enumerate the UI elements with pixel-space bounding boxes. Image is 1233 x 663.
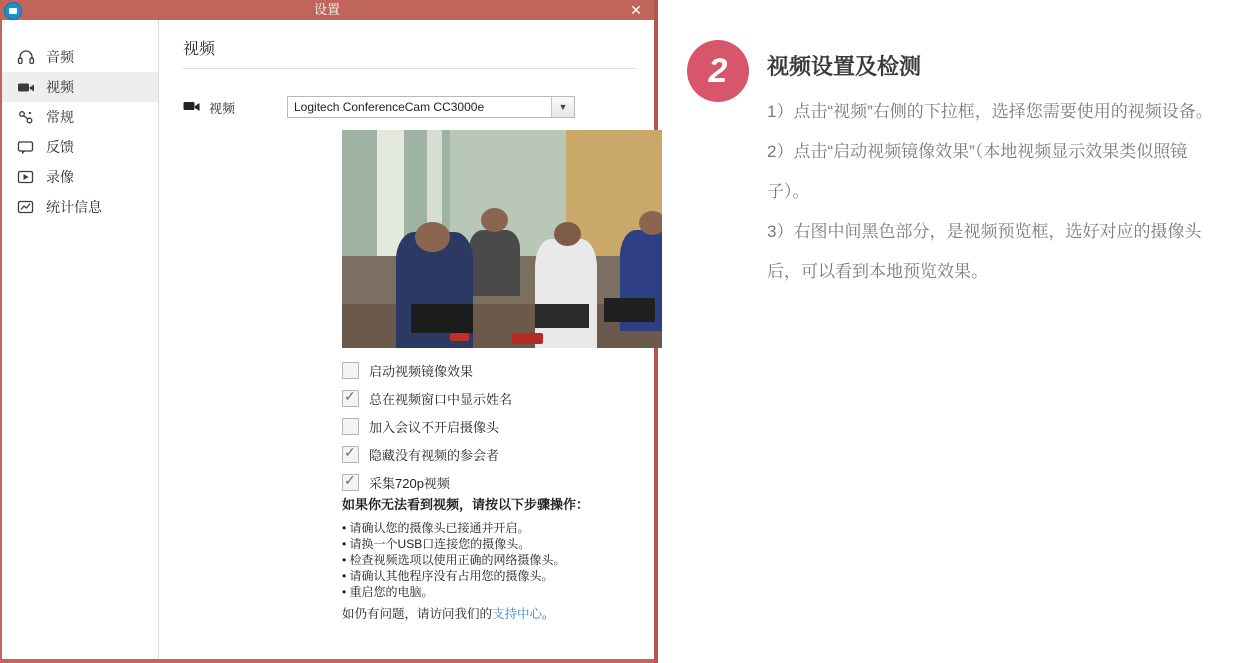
sidebar-item-label: 视频 [46,79,74,95]
app-logo-icon [4,2,22,20]
instruction-paragraph: 2）点击“启动视频镜像效果”（本地视频显示效果类似照镜子）。 [767,142,1188,201]
troubleshoot-title: 如果你无法看到视频，请按以下步骤操作： [342,497,590,512]
checkbox[interactable] [342,474,359,491]
instruction-paragraph: 1）点击“视频”右侧的下拉框，选择您需要使用的视频设备。 [767,102,1213,121]
support-center-link[interactable]: 支持中心 [492,607,543,621]
sidebar-item-feedback[interactable] [2,132,158,162]
option-label: 启动视频镜像效果 [369,363,474,379]
preview-curtain [377,130,404,256]
content-pane [159,20,654,659]
stats-icon [16,198,36,216]
list-item: • 检查视频选项以使用正确的网络摄像头。 [342,553,566,567]
checkbox[interactable] [342,418,359,435]
sidebar-item-recording[interactable] [2,162,158,192]
support-footer [342,604,555,622]
sidebar-item-label: 统计信息 [46,199,102,215]
instructions-panel [662,0,1233,663]
list-item: • 请换一个USB口连接您的摄像头。 [342,537,531,551]
sidebar-item-label: 录像 [46,169,74,185]
sidebar [2,20,159,659]
window-title-bar [0,0,654,20]
option-label: 隐藏没有视频的参会者 [369,447,500,463]
video-device-value: Logitech ConferenceCam CC3000e [294,100,485,114]
preview-person-head [554,222,581,246]
window-title: 设置 [313,2,340,17]
window-body [2,20,654,659]
video-device-label: 视频 [209,100,236,116]
option-label: 加入会议不开启摄像头 [369,419,500,435]
preview-object [512,333,543,344]
page-title: 视频 [183,41,216,58]
settings-icon [16,108,36,126]
option-label: 总在视频窗口中显示姓名 [369,391,513,407]
list-item: • 请确认其他程序没有占用您的摄像头。 [342,569,554,583]
instructions-title: 视频设置及检测 [767,54,922,79]
preview-laptop [604,298,654,322]
support-footer-suffix: 。 [542,607,555,621]
troubleshoot-list [342,520,566,600]
camera-icon [183,100,201,114]
preview-object [450,333,469,342]
preview-laptop [535,304,589,328]
sidebar-item-video[interactable] [2,72,158,102]
sidebar-item-label: 反馈 [46,139,74,155]
sidebar-item-audio[interactable] [2,42,158,72]
instruction-paragraph: 3）右图中间黑色部分，是视频预览框，选好对应的摄像头后，可以看到本地预览效果。 [767,222,1202,281]
headphones-icon [16,48,36,66]
preview-person [469,230,519,295]
support-footer-prefix: 如仍有问题，请访问我们的 [342,607,493,621]
chat-icon [16,138,36,156]
instructions-body [767,92,1227,292]
step-number-badge: 2 [687,40,749,102]
checkbox[interactable] [342,390,359,407]
preview-person [535,239,597,348]
video-device-select[interactable] [287,96,575,118]
list-item: • 请确认您的摄像头已接通并开启。 [342,521,530,535]
preview-laptop [411,304,473,332]
title-divider [183,68,635,69]
checkbox[interactable] [342,446,359,463]
video-device-row [183,96,635,118]
sidebar-item-label: 常规 [46,109,74,125]
chevron-down-icon[interactable]: ▼ [551,97,574,117]
camera-icon [16,78,36,96]
sidebar-item-general[interactable] [2,102,158,132]
option-label: 采集720p视频 [369,475,450,491]
record-icon [16,168,36,186]
close-icon[interactable]: ✕ [630,2,642,18]
list-item: • 重启您的电脑。 [342,585,434,599]
sidebar-item-label: 音频 [46,49,74,65]
sidebar-item-statistics[interactable] [2,192,158,222]
preview-person-head [415,222,450,253]
checkbox[interactable] [342,362,359,379]
